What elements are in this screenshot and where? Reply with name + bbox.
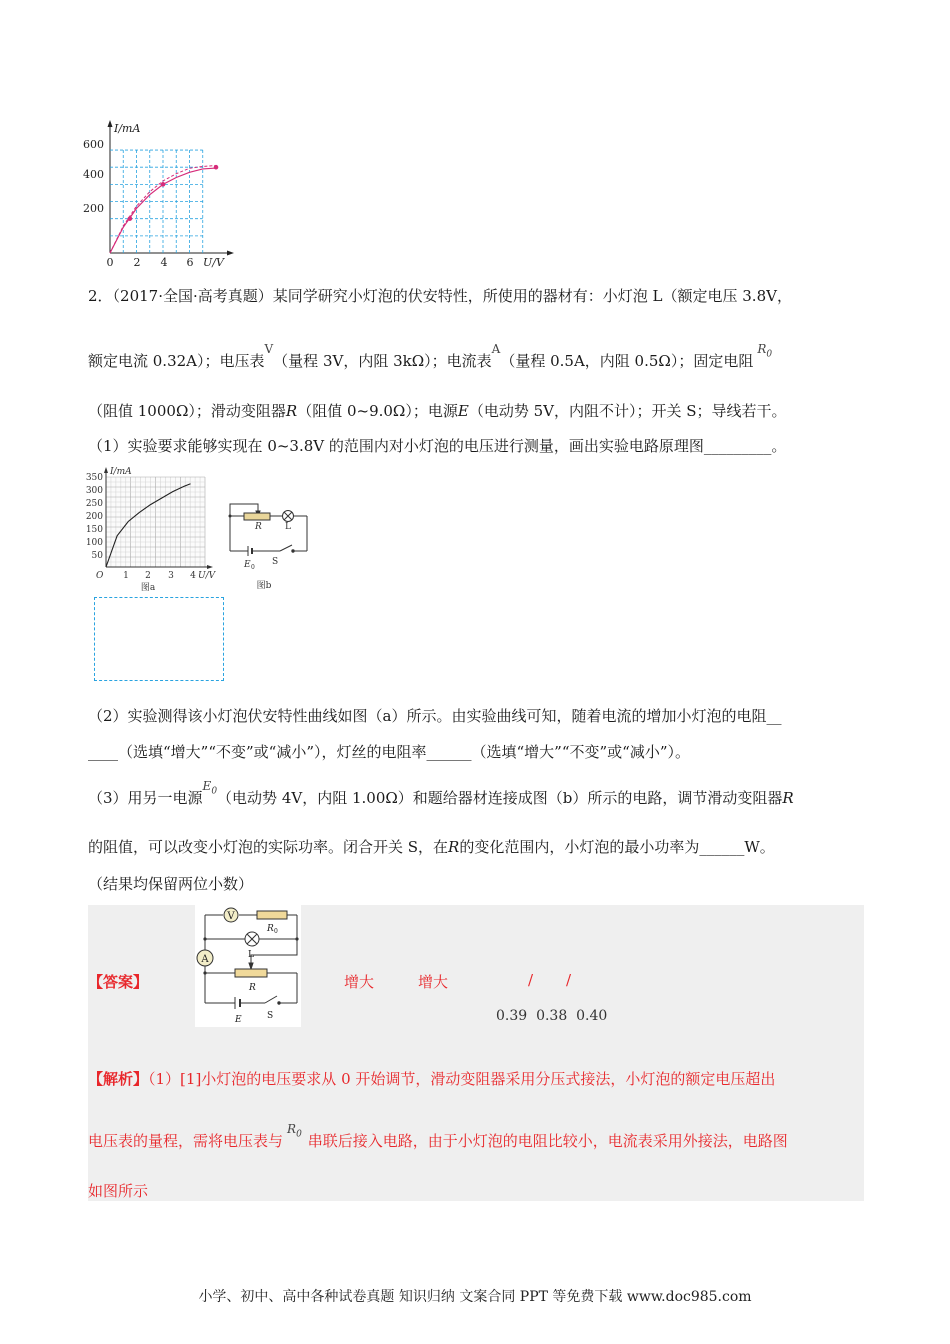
text: 额定电流 0.32A）；电压表 — [88, 352, 265, 370]
question-line-1: 2．（2017·全国·高考真题）某同学研究小灯泡的伏安特性，所使用的器材有：小灯泡 L（额定电压 3.8V， — [88, 287, 792, 305]
text: 的变化范围内，小灯泡的最小功率为______W。 — [459, 838, 775, 856]
fa-y-tick: 50 — [91, 551, 103, 561]
top-x-tick: 6 — [186, 256, 194, 269]
question-part-3-line-1 — [88, 779, 794, 814]
answer-2: 增大 — [344, 973, 375, 991]
figure-a-chart — [82, 466, 220, 594]
question-line-3 — [88, 401, 787, 421]
fb-s-label: S — [272, 557, 279, 567]
data-point — [161, 182, 166, 187]
r0-symbol — [757, 342, 773, 360]
fa-y-label: I/mA — [110, 467, 132, 477]
data-point — [128, 216, 133, 221]
r-symbol: R — [782, 789, 794, 807]
fb-l-label: L — [285, 522, 291, 532]
question-note: （结果均保留两位小数） — [88, 875, 254, 893]
fa-y-tick: 200 — [85, 512, 103, 522]
r0-sub: 0 — [766, 349, 773, 360]
circuit-e: E — [235, 1015, 242, 1025]
circuit-a: A — [201, 954, 209, 965]
r-symbol: R — [285, 402, 298, 420]
r0-sub: 0 — [296, 1129, 302, 1140]
fa-y-tick: 350 — [85, 473, 103, 483]
data-point — [214, 165, 219, 170]
top-iu-chart — [83, 118, 234, 269]
answer-slash-2: / — [566, 971, 572, 989]
top-chart-dashed-curve — [110, 166, 216, 253]
fa-x-tick: 2 — [145, 571, 151, 581]
figure-a-grid — [106, 477, 205, 567]
fa-x-tick: 1 — [123, 571, 129, 581]
circuit-s: S — [267, 1011, 274, 1021]
circuit-r: R — [249, 983, 256, 993]
top-y-tick: 600 — [83, 138, 104, 151]
answer-values: 0.39 0.38 0.40 — [496, 1008, 608, 1024]
fa-y-tick: 300 — [85, 486, 103, 496]
answer-circuit — [195, 905, 301, 1027]
top-y-tick: 400 — [83, 168, 104, 181]
fa-x-tick: 3 — [168, 571, 174, 581]
e-symbol: E — [457, 402, 469, 420]
top-chart-grid — [110, 150, 203, 253]
circuit-l: L — [248, 950, 254, 960]
circuit-r0: R — [267, 924, 274, 934]
analysis-tag: 【解析】 — [88, 1070, 149, 1088]
voltmeter-symbol: V — [264, 342, 274, 356]
text: （量程 3V，内阻 3kΩ）；电流表 — [273, 352, 492, 370]
text: 的阻值，可以改变小灯泡的实际功率。闭合开关 S，在 — [88, 838, 449, 856]
r0-letter: R — [287, 1122, 297, 1136]
question-line-2 — [88, 342, 773, 377]
answer-3: 增大 — [418, 973, 449, 991]
fa-y-tick: 100 — [85, 538, 103, 548]
fb-e-sub: 0 — [251, 564, 255, 571]
ammeter-symbol: A — [491, 342, 501, 356]
text: （量程 0.5A，内阻 0.5Ω）；固定电阻 — [500, 352, 754, 370]
circuit-v: V — [227, 911, 235, 922]
e0-symbol — [202, 779, 218, 797]
text: （电动势 5V，内阻不计）；开关 S；导线若干。 — [468, 402, 787, 420]
question-part-3-line-2 — [88, 837, 775, 857]
text: （阻值 0~9.0Ω）；电源 — [297, 402, 458, 420]
analysis-line-3: 如图所示 — [88, 1182, 149, 1200]
fa-caption: 图a — [140, 583, 156, 593]
e0-sub: 0 — [211, 786, 218, 797]
footer: 小学、初中、高中各种试卷真题 知识归纳 文案合同 PPT 等免费下载 www.doc985.com — [198, 1289, 752, 1305]
top-x-tick: 4 — [160, 256, 168, 269]
fa-origin: O — [96, 571, 104, 581]
answer-tag: 【答案】 — [88, 973, 149, 991]
question-part-2-line-1: （2）实验测得该小灯泡伏安特性曲线如图（a）所示。由实验曲线可知，随着电流的增加小灯泡的电阻__ — [88, 707, 782, 725]
circuit-r0-sub: 0 — [274, 928, 278, 935]
fb-caption: 图b — [256, 581, 272, 591]
analysis-line-1 — [88, 1069, 775, 1089]
fa-y-tick: 150 — [85, 525, 103, 535]
answer-slash-1: / — [528, 971, 534, 989]
top-y-tick: 200 — [83, 202, 104, 215]
top-y-label: I/mA — [114, 122, 141, 135]
top-x-label: U/V — [203, 256, 224, 269]
fa-y-tick: 250 — [85, 499, 103, 509]
text: （电动势 4V，内阻 1.00Ω）和题给器材连接成图（b）所示的电路，调节滑动变阻器 — [217, 789, 783, 807]
question-part-1: （1）实验要求能够实现在 0~3.8V 的范围内对小灯泡的电压进行测量，画出实验电路原理图_________。 — [88, 437, 787, 455]
fb-r-label: R — [255, 522, 262, 532]
r0-letter: R — [757, 342, 767, 356]
top-x-tick: 0 — [106, 256, 114, 269]
question-part-2-line-2: ____（选填“增大”“不变”或“减小”），灯丝的电阻率______（选填“增大”“不变”或“减小”）。 — [88, 743, 691, 761]
fa-x-label: U/V — [198, 571, 216, 581]
r0-symbol — [287, 1122, 302, 1140]
e0-letter: E — [202, 779, 212, 793]
text: 串联后接入电路，由于小灯泡的电阻比较小，电流表采用外接法，电路图 — [307, 1132, 788, 1150]
figure-b-circuit — [222, 496, 314, 592]
top-x-tick: 2 — [133, 256, 141, 269]
text: （3）用另一电源 — [88, 789, 203, 807]
text: （1）[1]小灯泡的电压要求从 0 开始调节，滑动变阻器采用分压式接法，小灯泡的额定电压超出 — [148, 1070, 776, 1088]
analysis-line-2 — [88, 1122, 788, 1157]
fb-e-label: E — [244, 560, 251, 570]
drawing-answer-box[interactable] — [94, 597, 224, 681]
r-symbol: R — [448, 838, 460, 856]
text: （阻值 1000Ω）；滑动变阻器 — [88, 402, 286, 420]
fa-x-tick: 4 — [190, 571, 196, 581]
text: 电压表的量程，需将电压表与 — [88, 1132, 284, 1150]
